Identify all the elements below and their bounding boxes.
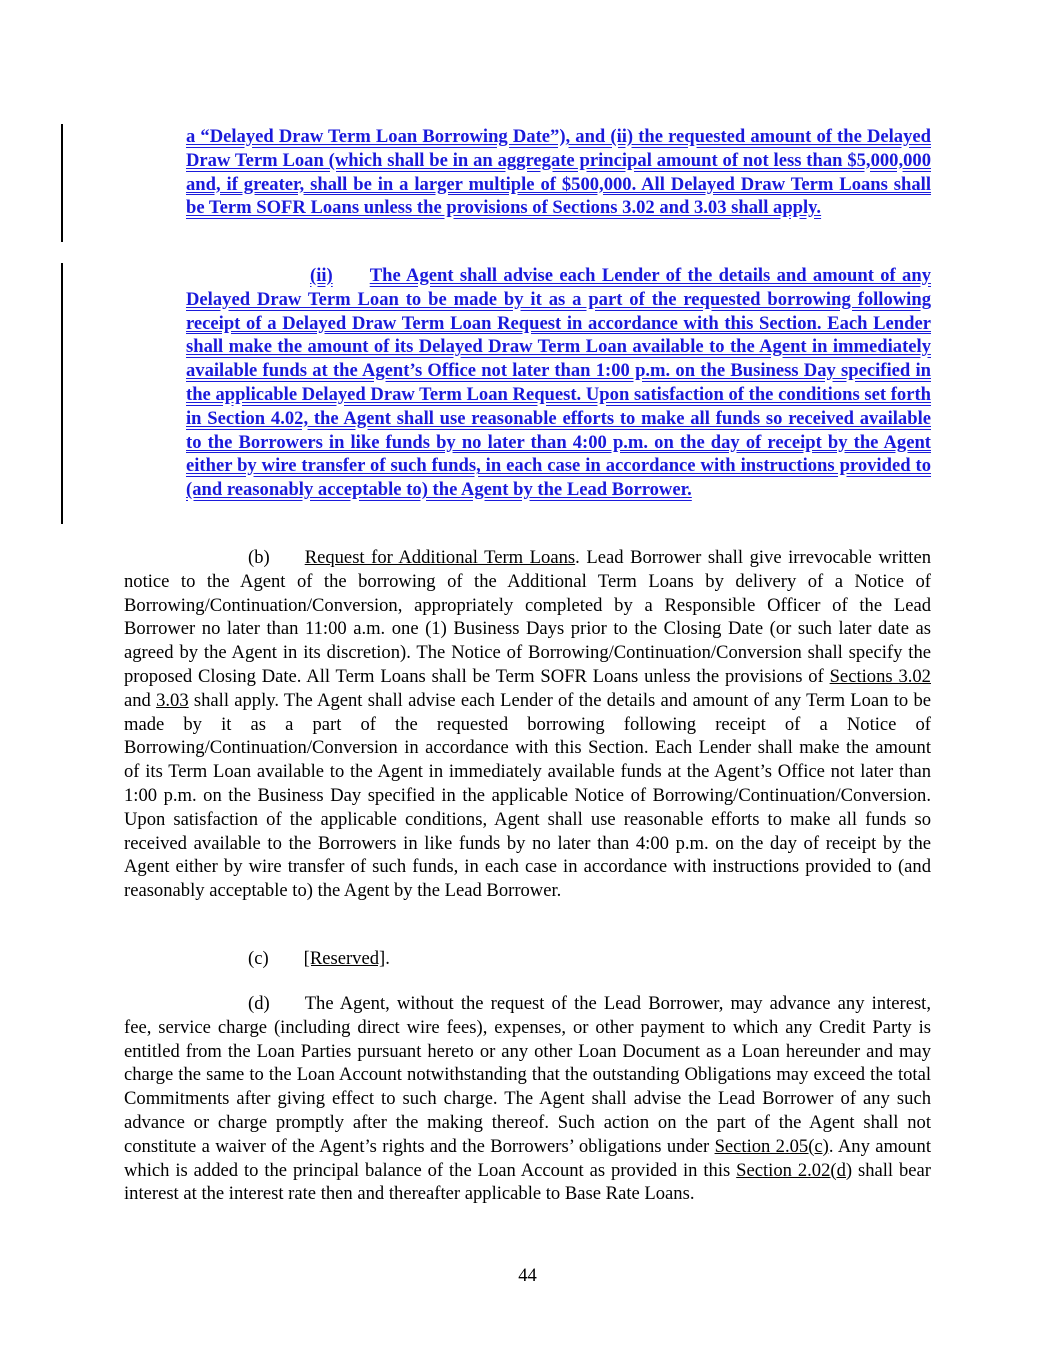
inserted-paragraph-ii xyxy=(186,264,931,502)
section-heading: Request for Additional Term Loans xyxy=(304,547,576,568)
paragraph-label: (c) xyxy=(248,948,269,969)
inserted-paragraph-continuation xyxy=(186,125,931,220)
cross-reference: 3.03 xyxy=(156,689,189,711)
paragraph-label: (b) xyxy=(248,547,270,568)
paragraph-text: shall bear interest at the interest rate then and thereafter applicable to Base Rate Loans. xyxy=(124,1159,931,1205)
cross-reference: Sections 3.02 xyxy=(829,665,931,687)
paragraph-text: . xyxy=(385,948,390,969)
page-number: 44 xyxy=(518,1265,537,1286)
paragraph-text: shall apply. The Agent shall advise each Lender of the details and amount of any Term Loan to be made by it as a part of the requested borrowing following receipt of a Notice of Borrowing/Continuation/Conversion in accordance with this Section. Each Lender shall make the amount of its Term Loan available to the Agent in immediately available funds at the Agent’s Office not later than 1:00 p.m. on the Business Day specified in the applicable Notice of Borrowing/Continuation/Conversion. Upon satisfaction of the applicable conditions, Agent shall use reasonable efforts to make all funds so received available to the Borrowers in like funds by no later than 4:00 p.m. on the day of receipt by the Agent either by wire transfer of such funds, in each case in accordance with instructions provided to (and reasonably acceptable to) the Agent by the Lead Borrower. xyxy=(124,689,931,902)
paragraph-text: . Any amount which is added to the principal balance of the Loan Account as provided in this xyxy=(124,1135,931,1181)
paragraph-text: and xyxy=(124,689,157,711)
cross-reference: Section 2.05(c) xyxy=(714,1135,829,1157)
cross-reference: Section 2.02(d) xyxy=(736,1159,853,1181)
change-bar xyxy=(61,263,63,524)
change-bar xyxy=(61,124,63,242)
paragraph-c xyxy=(124,947,931,971)
paragraph-d xyxy=(124,992,931,1206)
paragraph-label: (ii) xyxy=(310,265,333,286)
paragraph-text: . Lead Borrower shall give irrevocable written notice to the Agent of the borrowing of the Additional Term Loans by delivery of a Notice of Borrowing/Continuation/Conversion, appropriately completed by a Responsible Officer of the Lead Borrower no later than 11:00 a.m. one (1) Business Days prior to the Closing Date (or such later date as agreed by the Agent in its discretion). The Notice of Borrowing/Continuation/Conversion shall specify the proposed Closing Date. All Term Loans shall be Term SOFR Loans unless the provisions of xyxy=(124,547,931,687)
inserted-text: a “Delayed Draw Term Loan Borrowing Date”), and (ii) the requested amount of the Delayed Draw Term Loan (which shall be in an aggregate principal amount of not less than $5,000,000 and, if greater, shall be in a larger multiple of $500,000. All Delayed Draw Term Loans shall be Term SOFR Loans unless the provisions of Sections 3.02 and 3.03 shall apply. xyxy=(186,126,931,219)
paragraph-b xyxy=(124,546,931,903)
paragraph-label: (d) xyxy=(248,993,270,1014)
section-heading: [Reserved] xyxy=(303,948,386,969)
inserted-text: The Agent shall advise each Lender of the details and amount of any Delayed Draw Term Loan to be made by it as a part of the requested borrowing following receipt of a Delayed Draw Term Loan Request in accordance with this Section. Each Lender shall make the amount of its Delayed Draw Term Loan available to the Agent in immediately available funds at the Agent’s Office not later than 1:00 p.m. on the Business Day specified in the applicable Delayed Draw Term Loan Request. Upon satisfaction of the conditions set forth in Section 4.02, the Agent shall use reasonable efforts to make all funds so received available to the Borrowers in like funds by no later than 4:00 p.m. on the day of receipt by the Agent either by wire transfer of such funds, in each case in accordance with instructions provided to (and reasonably acceptable to) the Agent by the Lead Borrower. xyxy=(186,265,931,501)
paragraph-text: The Agent, without the request of the Lead Borrower, may advance any interest, fee, service charge (including direct wire fees), expenses, or other payment to which any Credit Party is entitled from the Loan Parties pursuant hereto or any other Loan Document as a Loan hereunder and may charge the same to the Loan Account notwithstanding that the outstanding Obligations may exceed the total Commitments after giving effect to such charge. The Agent shall advise the Lead Borrower of any such advance or charge promptly after the making thereof. Such action on the part of the Agent shall not constitute a waiver of the Agent’s rights and the Borrowers’ obligations under xyxy=(124,993,931,1157)
